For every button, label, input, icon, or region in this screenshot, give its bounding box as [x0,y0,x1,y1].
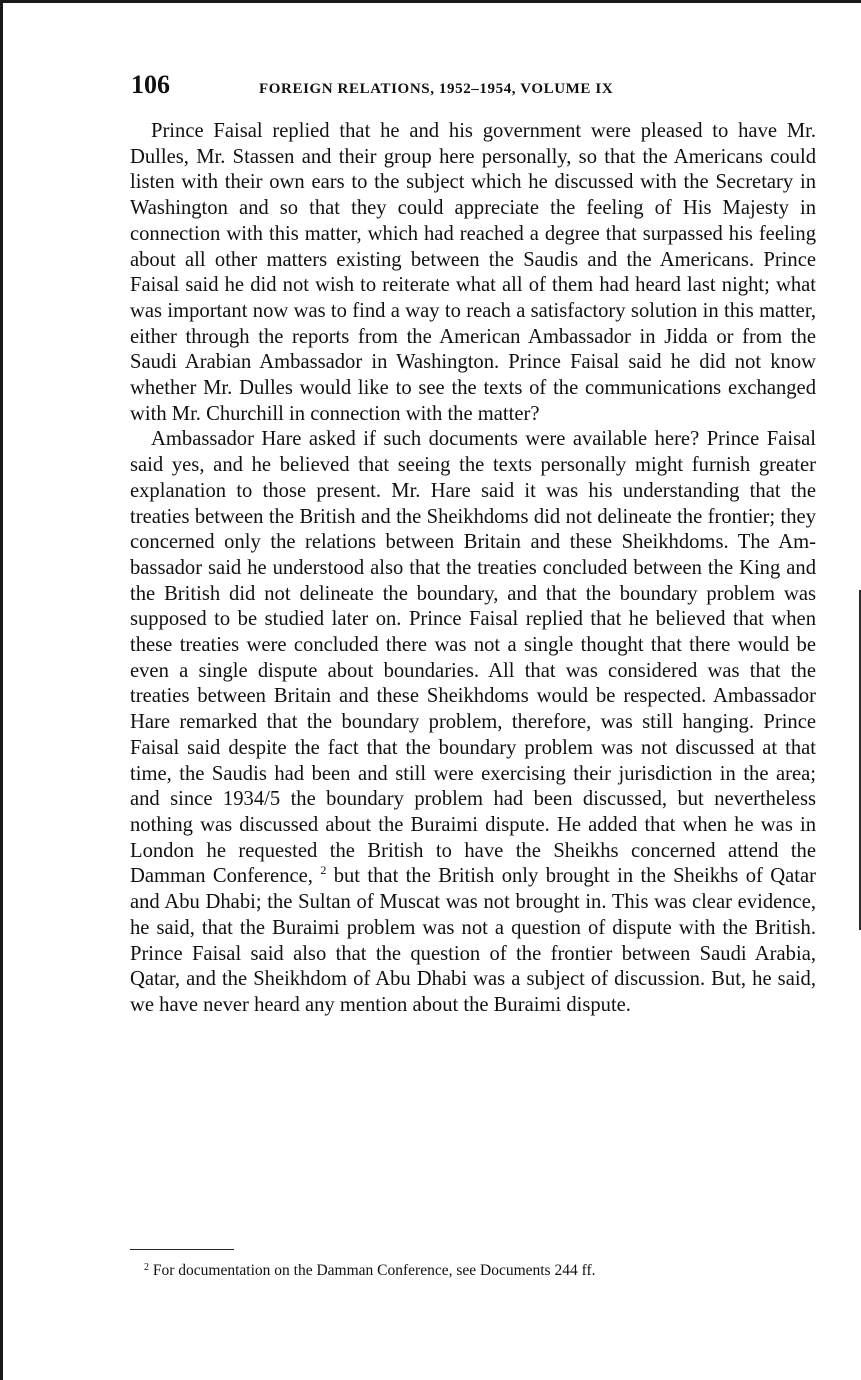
footnote [144,1258,596,1281]
footnote-reference[interactable]: 2 [320,863,327,878]
paragraph [130,119,816,427]
page-header [131,70,821,106]
footnote-text: For documentation on the Damman Conference, see Documents 244 ff. [149,1262,596,1279]
scan-border-left [0,0,3,1380]
paragraph-2-text-part-1: Ambassador Hare asked if such documents were available here? Prince Faisal said yes, and he believed that seeing the texts personally might furnish greater explanation to those present. Mr. Hare said it was his understanding that the treaties between the British and the Sheikhdoms did not delineate the frontier; they concerned only the relations between Britain and these Sheikhdoms. The Ambassador said he understood also that the treaties concluded between the King and the British did not delineate the boundary, and that the boundary problem was supposed to be studied later on. Prince Faisal replied that he believed that when these treaties were concluded there was not a single thought that there would be even a single dispute about boundaries. All that was considered was that the treaties between Britain and these Sheikhdoms would be respected. Ambassador Hare remarked that the boundary problem, therefore, was still hanging. Prince Faisal said despite the fact that the boundary problem was not discussed at that time, the Saudis had been and still were exercising their jurisdiction in the area; and since 1934/5 the boundary problem had been discussed, but nevertheless nothing was discussed about the Buraimi dispute. He added that when he was in London he requested the British to have the Sheikhs concerned attend the Damman Conference, [130,428,816,888]
paragraph-1-text: Prince Faisal replied that he and his government were pleased to have Mr. Dulles, Mr. Stassen and their group here personally, so that the Americans could listen with their own ears to the subject which he discussed with the Secretary in Washington and so that they could appreciate the feeling of His Majesty in connection with this matter, which had reached a degree that surpassed his feeling about all other matters existing between the Saudis and the Americans. Prince Faisal said he did not wish to reiterate what all of them had heard last night; what was important now was to find a way to reach a satisfactory solution in this matter, either through the reports from the American Ambassador in Jidda or from the Saudi Arabian Ambassador in Washington. Prince Faisal said he did not know whether Mr. Dulles would like to see the texts of the communications exchanged with Mr. Churchill in connection with the matter? [130,120,816,425]
scan-border-top [0,0,861,3]
paragraph [130,427,816,1018]
footnote-marker: 2 [144,1262,149,1273]
page-number: 106 [131,70,170,99]
running-head: FOREIGN RELATIONS, 1952–1954, VOLUME IX [259,81,614,97]
body-text [130,119,816,1019]
footnote-divider [130,1249,234,1250]
paragraph-2-text-part-2: but that the British only brought in the Sheikhs of Qatar and Abu Dhabi; the Sultan of Muscat was not brought in. This was clear evidence, he said, that the Buraimi problem was not a question of dispute with the British. Prince Faisal said also that the question of the frontier between Saudi Arabia, Qatar, and the Sheikhdom of Abu Dhabi was a subject of discussion. But, he said, we have never heard any mention about the Buraimi dispute. [130,865,816,1016]
